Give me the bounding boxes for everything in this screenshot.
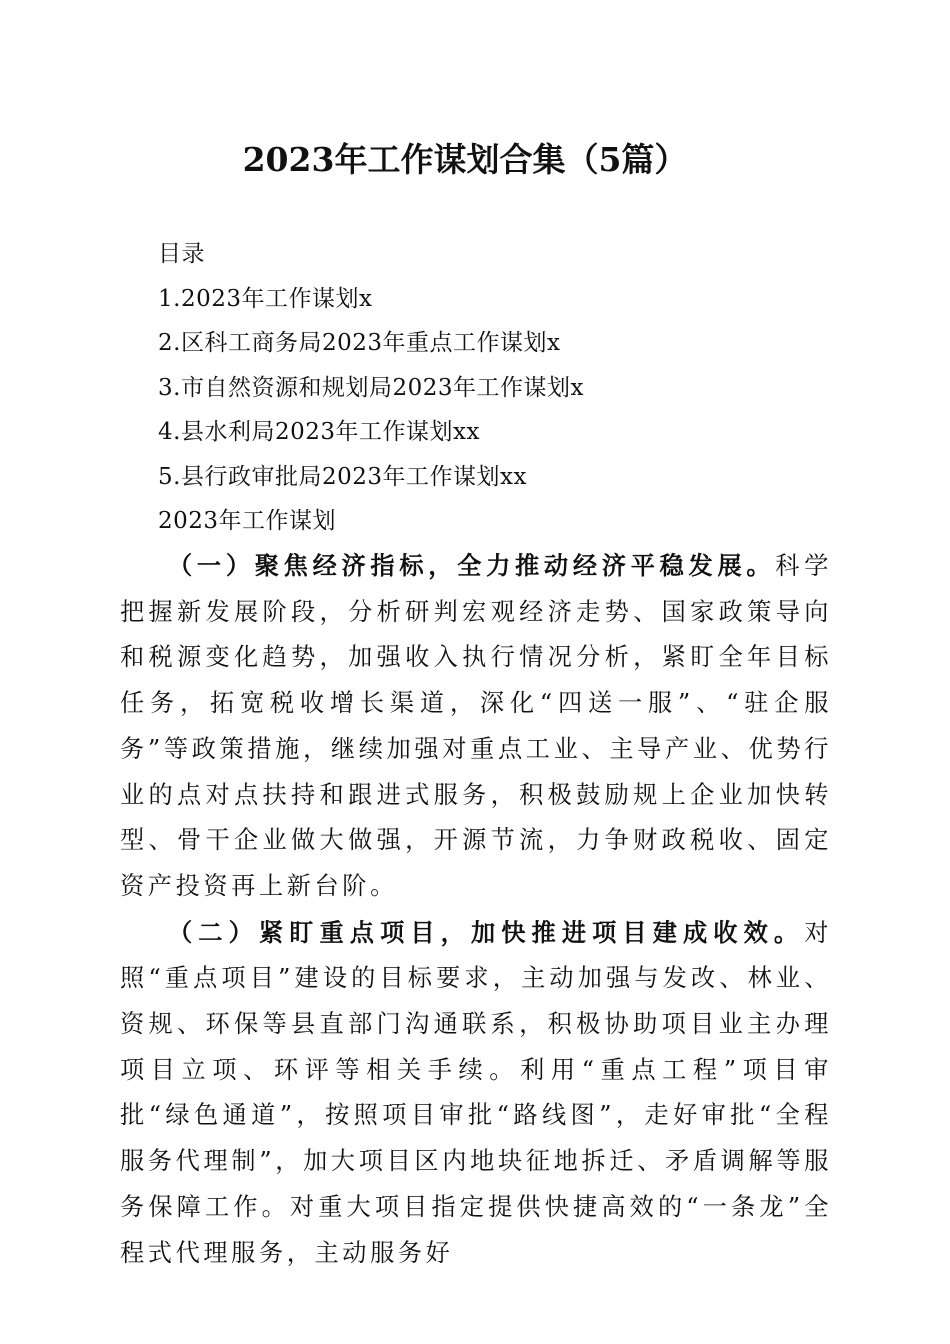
- table-of-contents: [158, 232, 858, 544]
- paragraph-lead: （一）聚焦经济指标，全力推动经济平稳发展。: [168, 551, 776, 580]
- toc-heading: 目录: [158, 241, 205, 267]
- body-paragraph: [120, 543, 832, 910]
- toc-item[interactable]: 5.县行政审批局2023年工作谋划xx: [158, 463, 527, 490]
- document-title: 2023年工作谋划合集（5篇）: [242, 140, 688, 179]
- paragraph-text: 科学把握新发展阶段，分析研判宏观经济走势、国家政策导向和税源变化趋势，加强收入执行情况分析，紧盯全年目标任务，拓宽税收增长渠道，深化“四送一服”、“驻企服务”等政策措施，继续加强对重点工业、主导产业、优势行业的点对点扶持和跟进式服务，积极鼓励规上企业加快转型、骨干企业做大做强，开源节流，力争财政税收、固定资产投资再上新台阶。: [120, 552, 833, 900]
- body-paragraph: [120, 910, 832, 1277]
- paragraph-text: 对照“重点项目”建设的目标要求，主动加强与发改、林业、资规、环保等县直部门沟通联系，积极协助项目业主办理项目立项、环评等相关手续。利用“重点工程”项目审批“绿色通道”，按照项目审批“路线图”，走好审批“全程服务代理制”，加大项目区内地块征地拆迁、矛盾调解等服务保障工作。对重大项目指定提供快捷高效的“一条龙”全程式代理服务，主动服务好: [120, 918, 832, 1267]
- toc-item[interactable]: 1.2023年工作谋划x: [158, 285, 373, 312]
- toc-item[interactable]: 3.市自然资源和规划局2023年工作谋划x: [158, 374, 584, 401]
- toc-item[interactable]: 4.县水利局2023年工作谋划xx: [158, 419, 480, 445]
- toc-item[interactable]: 2.区科工商务局2023年重点工作谋划x: [158, 330, 561, 356]
- paragraph-lead: （二）紧盯重点项目，加快推进项目建成收效。: [168, 917, 805, 947]
- document-body: [120, 543, 832, 1276]
- section-heading: 2023年工作谋划: [158, 508, 337, 534]
